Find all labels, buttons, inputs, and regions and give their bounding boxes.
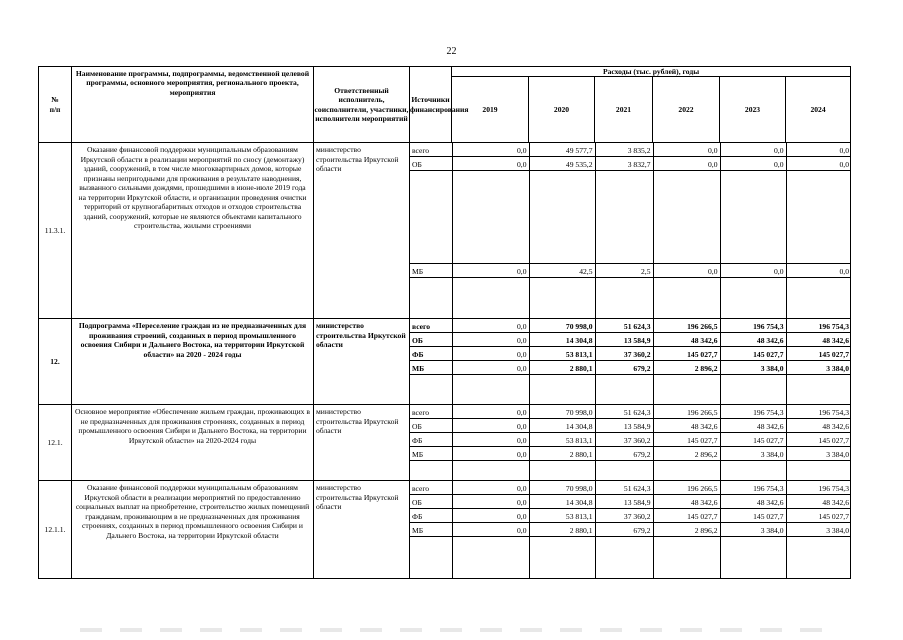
funding-value-2021: 679,2 xyxy=(595,361,653,375)
funding-value-2019: 0,0 xyxy=(452,447,529,461)
funding-value-2023: 145 027,7 xyxy=(720,509,786,523)
header-sources: Источники финансирования xyxy=(410,67,452,143)
funding-row xyxy=(410,319,851,333)
empty-cell xyxy=(595,171,653,264)
funding-value-2020: 53 813,1 xyxy=(529,509,595,523)
empty-cell xyxy=(786,461,851,481)
empty-cell xyxy=(720,171,786,264)
funding-source: ФБ xyxy=(410,509,452,523)
page-number: 22 xyxy=(446,46,457,57)
funding-value-2023: 48 342,6 xyxy=(720,419,786,433)
empty-cell xyxy=(529,375,595,405)
funding-row xyxy=(410,333,851,347)
funding-value-2019: 0,0 xyxy=(452,481,529,495)
funding-value-2019: 0,0 xyxy=(452,419,529,433)
funding-row xyxy=(410,405,851,419)
empty-cell xyxy=(410,461,452,481)
funding-value-2024: 0,0 xyxy=(786,264,851,278)
funding-source: ОБ xyxy=(410,333,452,347)
funding-value-2021: 37 360,2 xyxy=(595,433,653,447)
funding-value-2019: 0,0 xyxy=(452,264,529,278)
funding-value-2019: 0,0 xyxy=(452,347,529,361)
funding-value-2019: 0,0 xyxy=(452,143,529,157)
funding-block xyxy=(410,143,851,319)
funding-value-2022: 0,0 xyxy=(653,264,720,278)
funding-block xyxy=(410,405,851,481)
row-number: 12.1. xyxy=(39,405,72,481)
funding-value-2024: 196 754,3 xyxy=(786,319,851,333)
funding-value-2019: 0,0 xyxy=(452,333,529,347)
funding-block xyxy=(410,481,851,579)
funding-value-2023: 48 342,6 xyxy=(720,333,786,347)
empty-cell xyxy=(529,537,595,579)
funding-value-2020: 70 998,0 xyxy=(529,481,595,495)
empty-cell xyxy=(786,375,851,405)
funding-source: всего xyxy=(410,481,452,495)
funding-source: ОБ xyxy=(410,495,452,509)
empty-cell xyxy=(653,461,720,481)
funding-source: всего xyxy=(410,405,452,419)
empty-cell xyxy=(452,375,529,405)
funding-value-2022: 145 027,7 xyxy=(653,347,720,361)
funding-row xyxy=(410,361,851,375)
header-year-2024: 2024 xyxy=(786,77,851,143)
empty-cell xyxy=(720,461,786,481)
funding-value-2022: 2 896,2 xyxy=(653,361,720,375)
funding-source: всего xyxy=(410,143,452,157)
funding-value-2019: 0,0 xyxy=(452,433,529,447)
row-responsible: министерство строительства Иркутской области xyxy=(314,405,410,481)
empty-cell xyxy=(720,537,786,579)
row-number: 12.1.1. xyxy=(39,481,72,579)
table-row xyxy=(39,481,851,579)
funding-row xyxy=(410,523,851,537)
funding-value-2022: 196 266,5 xyxy=(653,319,720,333)
empty-cell xyxy=(595,461,653,481)
funding-value-2021: 3 832,7 xyxy=(595,157,653,171)
empty-cell xyxy=(653,278,720,319)
funding-row xyxy=(410,347,851,361)
funding-value-2024: 145 027,7 xyxy=(786,347,851,361)
funding-source: ОБ xyxy=(410,157,452,171)
empty-cell xyxy=(452,278,529,319)
funding-value-2020: 14 304,8 xyxy=(529,419,595,433)
funding-value-2022: 145 027,7 xyxy=(653,433,720,447)
empty-cell xyxy=(410,375,452,405)
header-num: № п/п xyxy=(39,67,72,143)
header-year-2021: 2021 xyxy=(595,77,653,143)
funding-value-2023: 145 027,7 xyxy=(720,347,786,361)
funding-value-2020: 70 998,0 xyxy=(529,319,595,333)
row-number: 12. xyxy=(39,319,72,405)
header-year-2023: 2023 xyxy=(720,77,786,143)
funding-value-2021: 13 584,9 xyxy=(595,419,653,433)
funding-value-2019: 0,0 xyxy=(452,157,529,171)
empty-cell xyxy=(653,375,720,405)
funding-value-2022: 2 896,2 xyxy=(653,447,720,461)
row-responsible: министерство строительства Иркутской области xyxy=(314,319,410,405)
row-name: Оказание финансовой поддержки муниципальным образованиям Иркутской области в реализации мероприятий по предоставлению социальных выплат на приобретение, строительство жилых помещений гражданам, проживающим в не предназначенных для проживания строениях, созданных в период промышленного освоения Сибири и Дальнего Востока, на территории Иркутской области xyxy=(72,481,314,579)
funding-value-2023: 3 384,0 xyxy=(720,447,786,461)
funding-value-2022: 48 342,6 xyxy=(653,419,720,433)
scan-artifact xyxy=(80,628,840,632)
funding-value-2019: 0,0 xyxy=(452,509,529,523)
row-name: Оказание финансовой поддержки муниципальным образованиям Иркутской области в реализации мероприятий по сносу (демонтажу) зданий, сооружений, в том числе многоквартирных домов, которые признаны непригодными для проживания в результате наводнения, вызванного сильными дождями, прошедшими в июне-июле 2019 года на территории Иркутской области, и организации проведения очистки территорий от крупногабаритных отходов и отходов строительства зданий, сооружений, которые не являются объектами капитального строительства, жилыми строениями xyxy=(72,143,314,319)
funding-value-2024: 3 384,0 xyxy=(786,447,851,461)
funding-value-2021: 679,2 xyxy=(595,447,653,461)
empty-cell xyxy=(410,537,452,579)
header-responsible: Ответственный исполнитель, соисполнители, участники, исполнители мероприятий xyxy=(314,67,410,143)
funding-value-2023: 0,0 xyxy=(720,264,786,278)
funding-row xyxy=(410,509,851,523)
funding-filler xyxy=(410,461,851,481)
funding-row xyxy=(410,447,851,461)
row-responsible: министерство строительства Иркутской области xyxy=(314,143,410,319)
funding-value-2019: 0,0 xyxy=(452,405,529,419)
empty-cell xyxy=(410,278,452,319)
funding-source: ОБ xyxy=(410,419,452,433)
funding-value-2020: 14 304,8 xyxy=(529,333,595,347)
funding-value-2021: 2,5 xyxy=(595,264,653,278)
funding-value-2019: 0,0 xyxy=(452,495,529,509)
row-name: Подпрограмма «Переселение граждан из не предназначенных для проживания строений, созданных в период промышленного освоения Сибири и Дальнего Востока, на территории Иркутской области» на 2020 - 2024 годы xyxy=(72,319,314,405)
funding-value-2020: 14 304,8 xyxy=(529,495,595,509)
funding-value-2023: 196 754,3 xyxy=(720,405,786,419)
funding-value-2020: 2 880,1 xyxy=(529,361,595,375)
empty-cell xyxy=(595,537,653,579)
empty-cell xyxy=(595,375,653,405)
funding-source: МБ xyxy=(410,523,452,537)
empty-cell xyxy=(653,537,720,579)
empty-cell xyxy=(452,171,529,264)
empty-cell xyxy=(786,278,851,319)
funding-value-2023: 196 754,3 xyxy=(720,481,786,495)
funding-value-2023: 196 754,3 xyxy=(720,319,786,333)
funding-value-2022: 0,0 xyxy=(653,157,720,171)
empty-cell xyxy=(595,278,653,319)
funding-block xyxy=(410,319,851,405)
funding-value-2020: 49 535,2 xyxy=(529,157,595,171)
funding-source: всего xyxy=(410,319,452,333)
funding-value-2019: 0,0 xyxy=(452,361,529,375)
funding-value-2023: 0,0 xyxy=(720,157,786,171)
funding-value-2021: 13 584,9 xyxy=(595,495,653,509)
funding-value-2021: 3 835,2 xyxy=(595,143,653,157)
row-responsible: министерство строительства Иркутской области xyxy=(314,481,410,579)
empty-cell xyxy=(452,461,529,481)
funding-value-2024: 145 027,7 xyxy=(786,433,851,447)
funding-value-2024: 3 384,0 xyxy=(786,361,851,375)
funding-source: ФБ xyxy=(410,433,452,447)
funding-gap xyxy=(410,171,851,264)
empty-cell xyxy=(786,171,851,264)
funding-value-2020: 42,5 xyxy=(529,264,595,278)
funding-value-2024: 196 754,3 xyxy=(786,481,851,495)
funding-source: ФБ xyxy=(410,347,452,361)
funding-value-2024: 145 027,7 xyxy=(786,509,851,523)
funding-value-2021: 37 360,2 xyxy=(595,509,653,523)
header-year-2020: 2020 xyxy=(529,77,595,143)
funding-value-2024: 0,0 xyxy=(786,143,851,157)
funding-value-2023: 0,0 xyxy=(720,143,786,157)
funding-source: МБ xyxy=(410,361,452,375)
funding-value-2024: 3 384,0 xyxy=(786,523,851,537)
header-name: Наименование программы, подпрограммы, ведомственной целевой программы, основного мероприятия, регионального проекта, мероприятия xyxy=(72,67,314,143)
funding-value-2023: 3 384,0 xyxy=(720,523,786,537)
funding-row xyxy=(410,495,851,509)
empty-cell xyxy=(410,171,452,264)
funding-filler xyxy=(410,537,851,579)
funding-source: МБ xyxy=(410,447,452,461)
funding-value-2022: 0,0 xyxy=(653,143,720,157)
funding-value-2024: 196 754,3 xyxy=(786,405,851,419)
empty-cell xyxy=(529,171,595,264)
funding-value-2022: 196 266,5 xyxy=(653,405,720,419)
funding-value-2024: 48 342,6 xyxy=(786,333,851,347)
funding-value-2023: 48 342,6 xyxy=(720,495,786,509)
funding-row xyxy=(410,433,851,447)
empty-cell xyxy=(529,278,595,319)
funding-row xyxy=(410,157,851,171)
funding-value-2024: 48 342,6 xyxy=(786,495,851,509)
funding-value-2022: 48 342,6 xyxy=(653,495,720,509)
row-name: Основное мероприятие «Обеспечение жильем граждан, проживающих в не предназначенных для проживания строениях, созданных в период промышленного освоения Сибири и Дальнего Востока, на территории Иркутской области» на 2020-2024 годы xyxy=(72,405,314,481)
funding-value-2019: 0,0 xyxy=(452,319,529,333)
funding-value-2022: 145 027,7 xyxy=(653,509,720,523)
empty-cell xyxy=(720,375,786,405)
funding-value-2020: 2 880,1 xyxy=(529,447,595,461)
funding-value-2024: 0,0 xyxy=(786,157,851,171)
funding-value-2023: 3 384,0 xyxy=(720,361,786,375)
funding-source: МБ xyxy=(410,264,452,278)
funding-value-2022: 196 266,5 xyxy=(653,481,720,495)
funding-row xyxy=(410,143,851,157)
funding-value-2019: 0,0 xyxy=(452,523,529,537)
empty-cell xyxy=(653,171,720,264)
funding-value-2020: 53 813,1 xyxy=(529,347,595,361)
funding-value-2022: 2 896,2 xyxy=(653,523,720,537)
funding-value-2020: 2 880,1 xyxy=(529,523,595,537)
header-year-2022: 2022 xyxy=(653,77,720,143)
funding-value-2023: 145 027,7 xyxy=(720,433,786,447)
empty-cell xyxy=(452,537,529,579)
funding-value-2020: 49 577,7 xyxy=(529,143,595,157)
funding-value-2021: 679,2 xyxy=(595,523,653,537)
header-year-2019: 2019 xyxy=(452,77,529,143)
funding-filler xyxy=(410,278,851,319)
funding-value-2021: 37 360,2 xyxy=(595,347,653,361)
table-row xyxy=(39,143,851,319)
budget-table xyxy=(38,66,851,579)
empty-cell xyxy=(720,278,786,319)
table-row xyxy=(39,319,851,405)
funding-value-2022: 48 342,6 xyxy=(653,333,720,347)
header-expenses: Расходы (тыс. рублей), годы xyxy=(452,67,851,77)
table-row xyxy=(39,405,851,481)
funding-value-2020: 70 998,0 xyxy=(529,405,595,419)
funding-value-2024: 48 342,6 xyxy=(786,419,851,433)
funding-row xyxy=(410,264,851,278)
funding-value-2021: 51 624,3 xyxy=(595,405,653,419)
funding-value-2020: 53 813,1 xyxy=(529,433,595,447)
funding-value-2021: 13 584,9 xyxy=(595,333,653,347)
funding-value-2021: 51 624,3 xyxy=(595,319,653,333)
funding-row xyxy=(410,481,851,495)
row-number: 11.3.1. xyxy=(39,143,72,319)
empty-cell xyxy=(786,537,851,579)
funding-row xyxy=(410,419,851,433)
funding-value-2021: 51 624,3 xyxy=(595,481,653,495)
empty-cell xyxy=(529,461,595,481)
funding-filler xyxy=(410,375,851,405)
